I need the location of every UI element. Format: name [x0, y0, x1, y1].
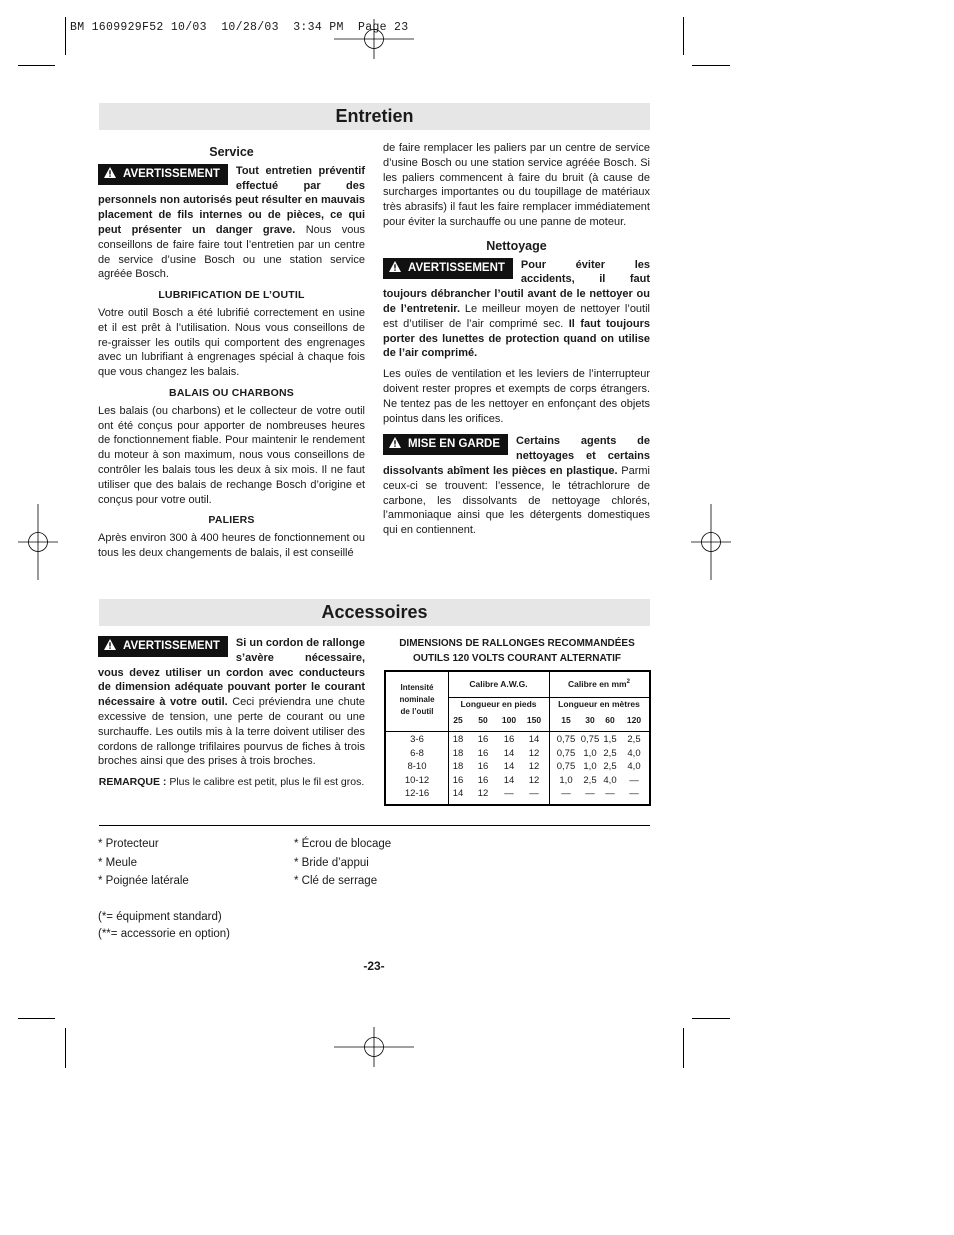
table-cell-amperage: 8-10 — [407, 761, 427, 773]
lubrification-paragraph: Votre outil Bosch a été lubrifié correctement en usine et il est prêt à l’utilisation. Nous vous conseillons de re-graisser les outils qui comportent des engrenages avec un lubrifiant à engrenages spécial à chaque fois que vous changez les balais. — [98, 306, 365, 379]
part-item: * Bride d’appui — [294, 856, 369, 869]
amperage-header-line: Intensité — [400, 683, 434, 692]
crop-mark — [692, 65, 730, 66]
crop-mark — [683, 1028, 684, 1068]
table-cell-awg: 16 — [477, 747, 489, 759]
horizontal-rule — [99, 825, 650, 826]
table-cell-awg: 14 — [452, 788, 464, 800]
nettoyage-paragraph — [383, 258, 650, 362]
column-header-metres: 120 — [626, 715, 642, 725]
registration-mark-left — [18, 504, 58, 580]
part-item: * Protecteur — [98, 838, 159, 850]
table-cell-mm: 0,75 — [556, 761, 576, 773]
section-title: Entretien — [335, 106, 414, 126]
mm-header — [549, 679, 649, 689]
table-cell-awg: 16 — [477, 761, 489, 773]
table-cell-awg: 12 — [477, 788, 489, 800]
table-cell-awg: 16 — [452, 774, 464, 786]
rallonge-warning-paragraph — [98, 636, 365, 769]
crop-mark — [18, 1018, 55, 1019]
table-cell-awg: — — [529, 788, 539, 800]
nettoyage-paragraph-2: Les ouïes de ventilation et les leviers de l’interrupteur doivent rester propres et exempts de corps étrangers. Ne tentez pas de les nettoyer en enfonçant des objets pointus dans les orifices. — [383, 368, 650, 425]
table-cell-mm: 0,75 — [556, 734, 576, 745]
pieds-header: Longueur en pieds — [460, 699, 537, 709]
warning-label: AVERTISSEMENT — [408, 261, 505, 274]
part-item: * Clé de serrage — [294, 875, 378, 887]
table-cell-mm: 1,0 — [559, 774, 573, 786]
registration-mark-right — [691, 504, 731, 580]
table-cell-amperage: 12-16 — [404, 788, 430, 800]
nettoyage-warning-text: Le meilleur moyen de nettoyer l’outil est d’utiliser de l’air comprimé sec. — [383, 302, 650, 330]
table-cell-mm: — — [629, 774, 639, 786]
column-header-metres: 30 — [585, 715, 595, 725]
column-header-pieds: 100 — [501, 715, 517, 725]
warning-badge — [98, 164, 228, 185]
table-cell-awg: 14 — [503, 747, 515, 759]
column-header-metres: 60 — [605, 715, 615, 725]
mm-header-text: Calibre en mm — [568, 679, 627, 689]
metres-header: Longueur en mètres — [558, 699, 640, 709]
crop-mark — [65, 17, 66, 55]
table-cell-mm: 1,0 — [583, 761, 597, 773]
column-header-pieds: 150 — [526, 715, 542, 725]
warning-badge — [383, 258, 513, 279]
parts-list-right — [294, 835, 391, 891]
registration-mark-bottom — [334, 1027, 414, 1067]
service-warning-text: Nous vous conseillons de faire faire tout l’entretien par un centre de service d’usine Bosch ou une station service agréée Bosch. — [98, 223, 365, 281]
nettoyage-warning-bold: Pour éviter les accidents, il faut toujours débrancher l’outil avant de le nettoyer ou de l’entretenir. — [383, 258, 650, 315]
rallonge-warning-bold: Si un cordon de rallonge s’avère nécessaire, vous devez utiliser un cordon avec conducteurs de dimension adéquate pouvant porter le courant nécessaire à votre outil. — [98, 637, 365, 709]
table-cell-mm: 2,5 — [603, 747, 617, 759]
table-cell-awg: 12 — [528, 747, 540, 759]
subsection-title-lubrification: LUBRIFICATION DE L’OUTIL — [158, 289, 305, 302]
amperage-header-line: nominale — [399, 695, 435, 704]
paliers-paragraph-part1: Après environ 300 à 400 heures de fonctionnement ou tous les deux changements de balais, il est conseillé — [98, 532, 365, 559]
table-cell-mm: 1,0 — [583, 747, 597, 759]
subsection-title-balais: BALAIS OU CHARBONS — [169, 386, 294, 399]
table-cell-mm: — — [605, 788, 615, 800]
table-title-line1: DIMENSIONS DE RALLONGES RECOMMANDÉES — [399, 638, 635, 649]
table-cell-mm: 4,0 — [627, 761, 641, 773]
mise-en-garde-bold: Certains agents de nettoyages et certains dissolvants abîment les pièces en plastique. — [383, 435, 650, 477]
part-item: * Écrou de blocage — [294, 838, 392, 850]
table-cell-awg: 18 — [452, 747, 464, 759]
table-cell-awg: 16 — [477, 734, 489, 745]
remarque-note — [98, 775, 365, 790]
subsection-title-nettoyage: Nettoyage — [486, 238, 547, 253]
table-cell-mm: 4,0 — [603, 774, 617, 786]
paliers-paragraph-part2: de faire remplacer les paliers par un centre de service d’usine Bosch ou une station service agréée Bosch. Si les paliers commencent à faire du bruit (à cause de surcharges importantes ou du toupillage de matériaux très abrasifs) il faut les faire remplacer immédiatement pour éviter la surchauffe ou une panne de moteur. — [383, 142, 650, 228]
amperage-header — [386, 682, 448, 718]
right-column — [383, 141, 650, 538]
table-cell-awg: 12 — [528, 774, 540, 786]
crop-mark — [683, 17, 684, 55]
table-cell-mm: 0,75 — [556, 747, 576, 759]
warning-label: AVERTISSEMENT — [123, 640, 220, 652]
table-cell-mm: 2,5 — [627, 734, 641, 745]
page-number: -23- — [363, 959, 385, 973]
mise-en-garde-paragraph — [383, 434, 650, 538]
crop-mark — [692, 1018, 730, 1019]
table-cell-mm: 0,75 — [580, 734, 600, 745]
table-cell-awg: 18 — [452, 734, 464, 745]
column-header-pieds: 50 — [478, 715, 488, 725]
accessoires-column — [98, 636, 365, 790]
table-cell-awg: 12 — [528, 761, 540, 773]
table-cell-awg: 14 — [528, 734, 540, 745]
section-title: Accessoires — [321, 602, 428, 622]
balais-paragraph: Les balais (ou charbons) et le collecteur de votre outil ont été conçus pour apporter de nombreuses heures de fonctionnement fiable. Pour maintenir le rendement du moteur à son maximum, nous vous conseillons de contrôler les balais tous les deux à six mois. Il ne faut utiliser que des balais de rechange Bosch d’origine et conçus pour votre outil. — [98, 404, 365, 506]
table-cell-mm: 1,5 — [603, 734, 617, 745]
table-cell-awg: 14 — [503, 774, 515, 786]
registration-mark-top — [334, 19, 414, 59]
footnote: (*= équipment standard) — [98, 911, 222, 923]
mise-en-garde-text: Parmi ceux-ci se trouvent: l’essence, le tétrachlorure de carbone, les dissolvants de nettoyage chlorés, l’ammoniaque ainsi que les détergents domestiques qui en contiennent. — [383, 464, 650, 537]
footnotes — [98, 909, 230, 942]
subsection-title-service: Service — [209, 145, 254, 159]
subsection-title-paliers: PALIERS — [208, 514, 255, 527]
table-cell-amperage: 6-8 — [410, 747, 424, 759]
table-cell-amperage: 10-12 — [404, 774, 430, 786]
warning-triangle-icon — [389, 437, 401, 448]
warning-triangle-icon — [389, 261, 401, 272]
table-cell-awg: 18 — [452, 761, 464, 773]
awg-header: Calibre A.W.G. — [469, 679, 528, 689]
nettoyage-warning-bold2: Il faut toujours porter des lunettes de protection quand on utilise de l’air comprimé. — [383, 317, 650, 360]
mm-header-sup: 2 — [626, 679, 630, 686]
caution-badge — [383, 434, 508, 455]
table-cell-awg: — — [504, 788, 514, 800]
table-title-line2: OUTILS 120 VOLTS COURANT ALTERNATIF — [413, 653, 621, 664]
table-cell-mm: 2,5 — [583, 774, 597, 786]
column-header-pieds: 25 — [453, 715, 463, 725]
left-column — [98, 143, 365, 561]
crop-mark — [65, 1028, 66, 1068]
service-paragraph — [98, 164, 365, 282]
extension-cord-table — [384, 670, 651, 806]
footnote: (**= accessorie en option) — [98, 927, 231, 940]
rallonge-warning-text: Ceci préviendra une chute excessive de tension, une perte de courant ou une surchauffe. Les outils mis à la terre doivent utiliser des cordons de rallonge trifilaires pourvus de fiches à trois broches ainsi que des prises à trois broches. — [98, 696, 365, 768]
table-cell-mm: 4,0 — [627, 747, 641, 759]
warning-triangle-icon — [104, 639, 116, 650]
caution-label: MISE EN GARDE — [408, 438, 501, 451]
column-header-metres: 15 — [561, 715, 571, 725]
warning-triangle-icon — [104, 167, 116, 178]
table-cell-awg: 14 — [503, 761, 515, 773]
warning-label: AVERTISSEMENT — [123, 167, 220, 180]
amperage-header-line: de l’outil — [400, 707, 434, 716]
table-cell-mm: — — [561, 788, 571, 800]
table-cell-mm: 2,5 — [603, 761, 617, 773]
warning-badge — [98, 636, 228, 657]
table-cell-mm: — — [629, 788, 639, 800]
section-banner-entretien — [99, 103, 650, 130]
print-slug: BM 1609929F52 10/03 10/28/03 3:34 PM Page 23 — [70, 21, 409, 34]
remarque-label: REMARQUE : — [98, 776, 167, 789]
parts-list-left — [98, 835, 189, 891]
part-item: * Poignée latérale — [98, 875, 189, 887]
crop-mark — [18, 65, 55, 66]
section-banner-accessoires — [99, 599, 650, 626]
table-cell-awg: 16 — [503, 734, 515, 745]
table-cell-mm: — — [585, 788, 595, 800]
table-cell-awg: 16 — [477, 774, 489, 786]
table-cell-amperage: 3-6 — [410, 734, 424, 745]
remarque-text: Plus le calibre est petit, plus le fil est gros. — [169, 776, 365, 789]
part-item: * Meule — [98, 856, 137, 869]
service-warning-bold: Tout entretien préventif effectué par des personnels non autorisés peut résulter en mauvais placement de fils internes ou de pièces, ce qui peut présenter un danger grave. — [98, 164, 365, 236]
